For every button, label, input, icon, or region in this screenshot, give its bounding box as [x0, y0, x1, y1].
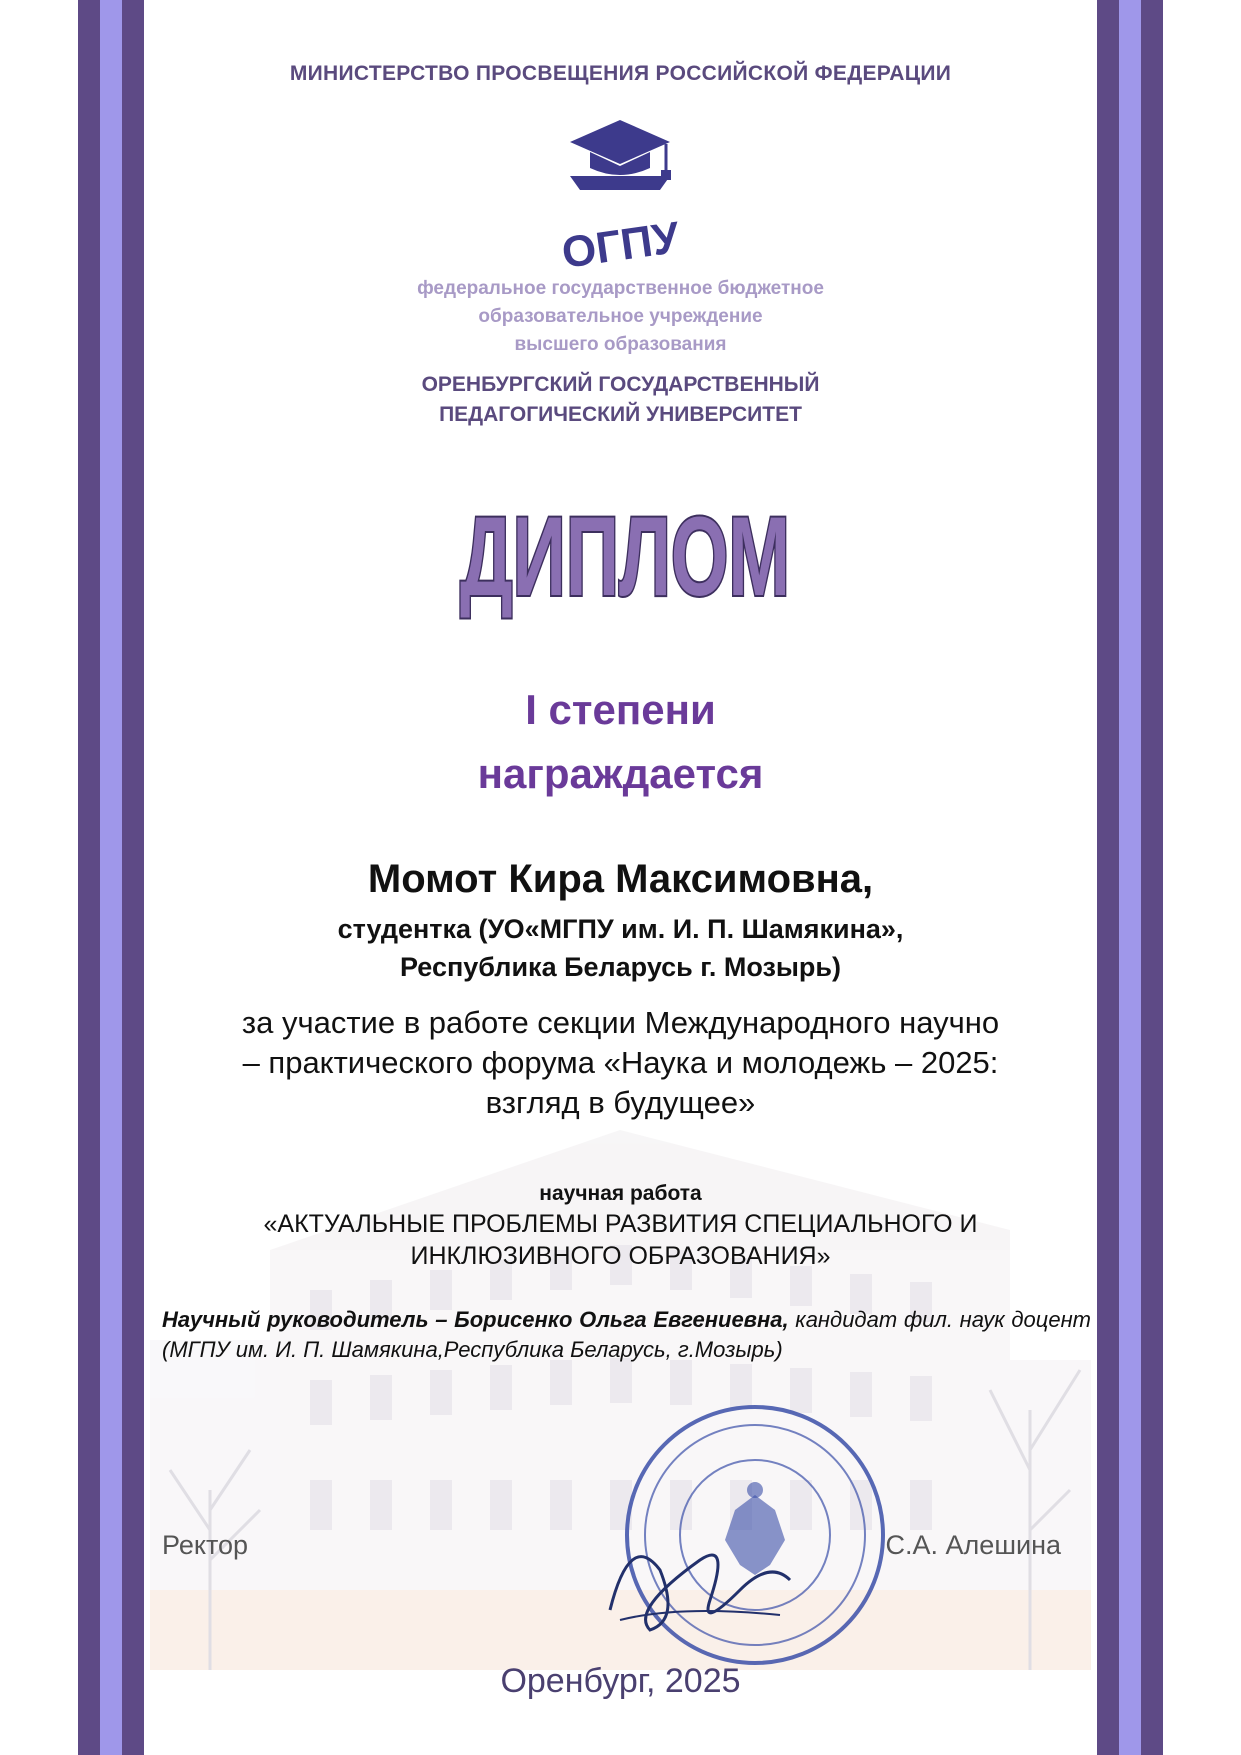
right-stripe-outer: [1141, 0, 1163, 1755]
diploma-page: [150, 0, 1091, 1755]
affiliation-line1: студентка (УО«МГПУ им. И. П. Шамякина»,: [337, 914, 904, 944]
supervisor-details: кандидат фил. наук доцент (МГПУ им. И. П. Шамякина,Республика Беларусь, г.Мозырь): [162, 1307, 1092, 1362]
participation-line3: взгляд в будущее»: [485, 1085, 756, 1120]
degree-block: [150, 678, 1091, 806]
work-title-line1: «АКТУАЛЬНЫЕ ПРОБЛЕМЫ РАЗВИТИЯ СПЕЦИАЛЬНОГО И: [263, 1210, 978, 1238]
participation-text: [150, 1003, 1091, 1123]
supervisor-info: [162, 1305, 1091, 1365]
left-stripe-light: [100, 0, 122, 1755]
ministry-heading: МИНИСТЕРСТВО ПРОСВЕЩЕНИЯ РОССИЙСКОЙ ФЕДЕРАЦИИ: [289, 62, 952, 85]
recipient-name: Момот Кира Максимовна,: [367, 857, 874, 901]
work-label: научная работа: [539, 1182, 702, 1205]
left-stripe-outer: [78, 0, 100, 1755]
work-title: [150, 1208, 1091, 1272]
supervisor-lead: Научный руководитель – Борисенко Ольга Евгениевна,: [162, 1307, 789, 1332]
logo-lettering: ОГПУ: [558, 212, 683, 278]
participation-line1: за участие в работе секции Международного научно: [241, 1005, 1000, 1040]
city-year: Оренбург, 2025: [500, 1662, 741, 1700]
institution-type-line1: федеральное государственное бюджетное: [417, 278, 824, 299]
diploma-title: [455, 485, 795, 619]
right-stripe-inner: [1097, 0, 1119, 1755]
degree-text: I степени: [525, 686, 716, 733]
right-stripe-light: [1119, 0, 1141, 1755]
rector-name: С.А. Алешина: [885, 1530, 1061, 1560]
participation-line2: – практического форума «Наука и молодежь – 2025:: [242, 1045, 999, 1080]
university-logo: [558, 120, 683, 278]
institution-type-line2: образовательное учреждение: [478, 306, 763, 327]
rector-label: Ректор: [162, 1530, 249, 1560]
diploma-title-text: ДИПЛОМ: [460, 494, 790, 619]
rector-signature: [590, 1510, 810, 1640]
recipient-affiliation: [150, 910, 1091, 986]
university-name-line1: ОРЕНБУРГСКИЙ ГОСУДАРСТВЕННЫЙ: [421, 373, 820, 396]
work-title-line2: ИНКЛЮЗИВНОГО ОБРАЗОВАНИЯ»: [410, 1242, 831, 1270]
awarded-text: награждается: [477, 750, 764, 797]
university-name-line2: ПЕДАГОГИЧЕСКИЙ УНИВЕРСИТЕТ: [439, 403, 802, 426]
institution-type: [150, 275, 1091, 359]
affiliation-line2: Республика Беларусь г. Мозырь): [399, 952, 842, 982]
institution-type-line3: высшего образования: [514, 334, 727, 355]
university-name: [150, 370, 1091, 430]
left-stripe-inner: [122, 0, 144, 1755]
